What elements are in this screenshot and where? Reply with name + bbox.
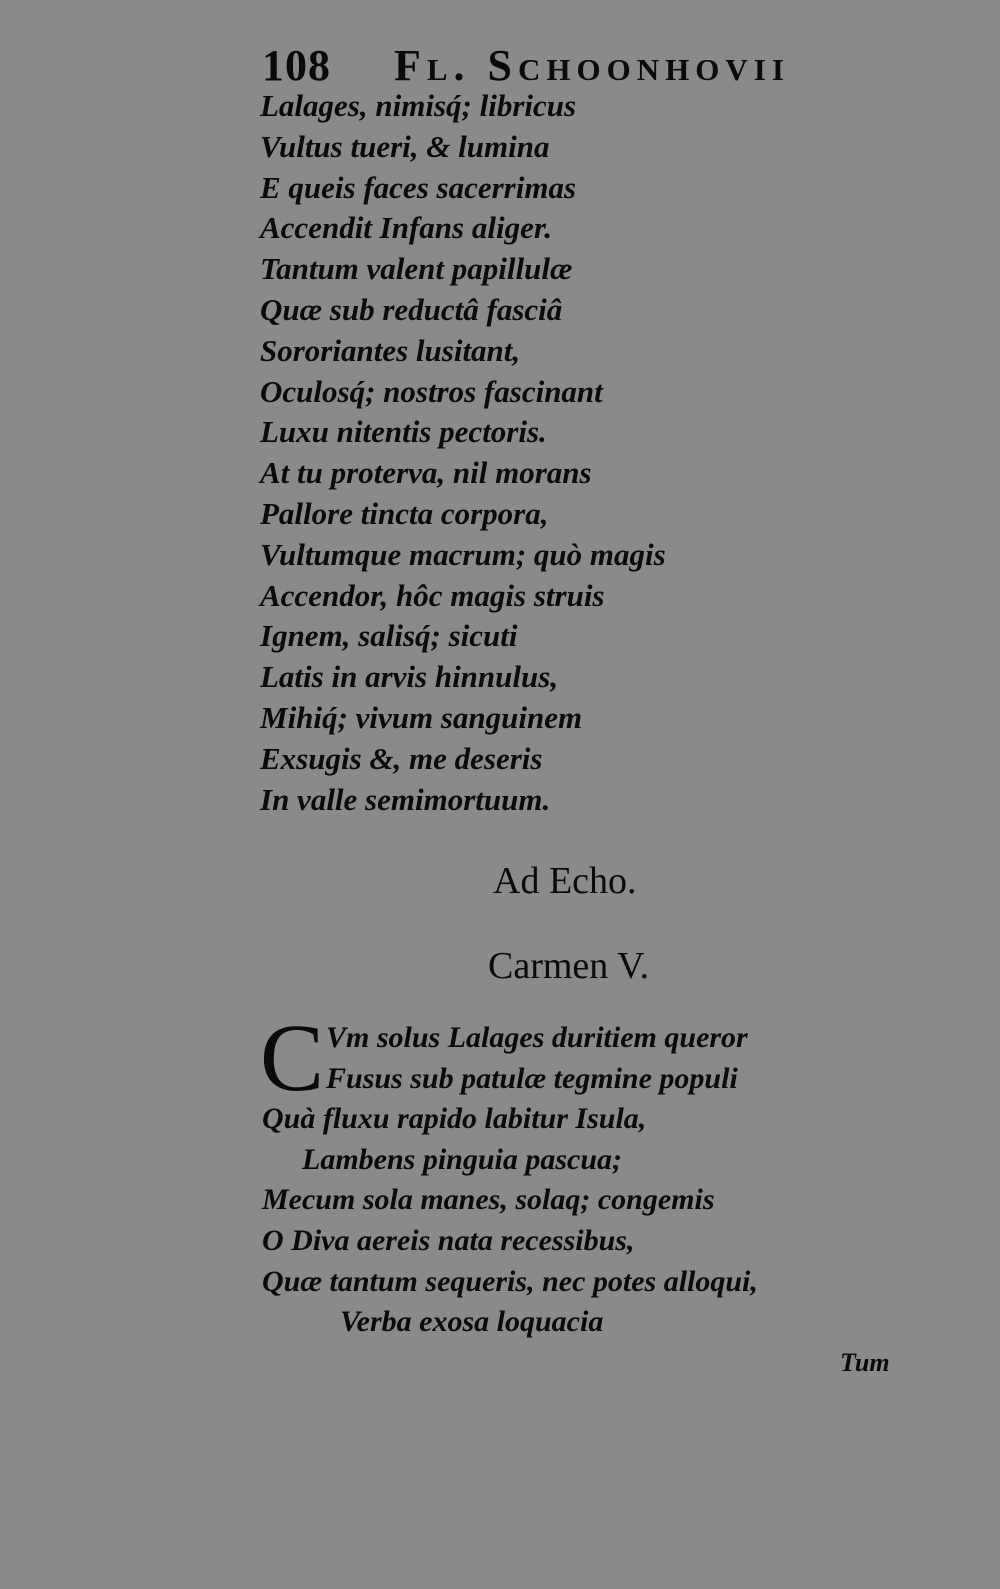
verse-line: Quæ sub reductâ fasciâ <box>260 291 563 327</box>
catchword: Tum <box>840 1348 890 1377</box>
verse-line: Mihiq́; vivum sanguinem <box>260 699 583 735</box>
verse-line: Accendor, hôc magis struis <box>260 577 605 613</box>
verse-line: Oculosq́; nostros fascinant <box>260 373 603 409</box>
drop-cap: C <box>260 1004 325 1111</box>
poem-subtitle: Carmen V. <box>488 945 650 987</box>
verse-line: Accendit Infans aliger. <box>260 210 552 246</box>
verse-line: Sororiantes lusitant, <box>260 332 521 368</box>
verse-line: Lambens pinguia pascua; <box>302 1142 623 1176</box>
carmen-v-text <box>260 1004 862 1343</box>
verse-line: Mecum sola manes, solaq; congemis <box>262 1183 715 1217</box>
verse-line: Vultus tueri, & lumina <box>260 128 550 164</box>
verse-line: At tu proterva, nil morans <box>260 455 592 491</box>
verse-line: O Diva aereis nata recessibus, <box>262 1223 635 1257</box>
verse-line: Vm solus Lalages duritiem queror <box>326 1021 748 1054</box>
page-number: 108 <box>262 41 331 90</box>
verse-line: Luxu nitentis pectoris. <box>260 414 547 450</box>
verse-line: Pallore tincta corpora, <box>260 495 549 531</box>
verse-line: Tantum valent papillulæ <box>260 251 573 287</box>
verse-line: Lalages, nimisq́; libricus <box>260 88 577 123</box>
verse-line: Ignem, salisq́; sicuti <box>260 618 518 654</box>
verse-line: E queis faces sacerrimas <box>260 169 577 205</box>
poem-title: Ad Echo. <box>493 860 637 902</box>
verse-line: Latis in arvis hinnulus, <box>260 659 559 695</box>
verse-line: Quà fluxu rapido labitur Isula, <box>262 1102 647 1136</box>
verse-line: Verba exosa loquacia <box>340 1305 604 1339</box>
verse-line: In valle semimortuum. <box>260 781 551 817</box>
running-head <box>262 41 802 90</box>
verse-line: Quæ tantum sequeris, nec potes alloqui, <box>262 1264 758 1298</box>
verse-line: Vultumque macrum; quò magis <box>260 536 666 572</box>
poem-continuation <box>260 86 720 820</box>
verse-line: Fusus sub patulæ tegmine populi <box>326 1061 738 1095</box>
verse-line: Exsugis &, me deseris <box>260 740 543 776</box>
running-title: Fl. Schoonhovii <box>394 41 790 90</box>
